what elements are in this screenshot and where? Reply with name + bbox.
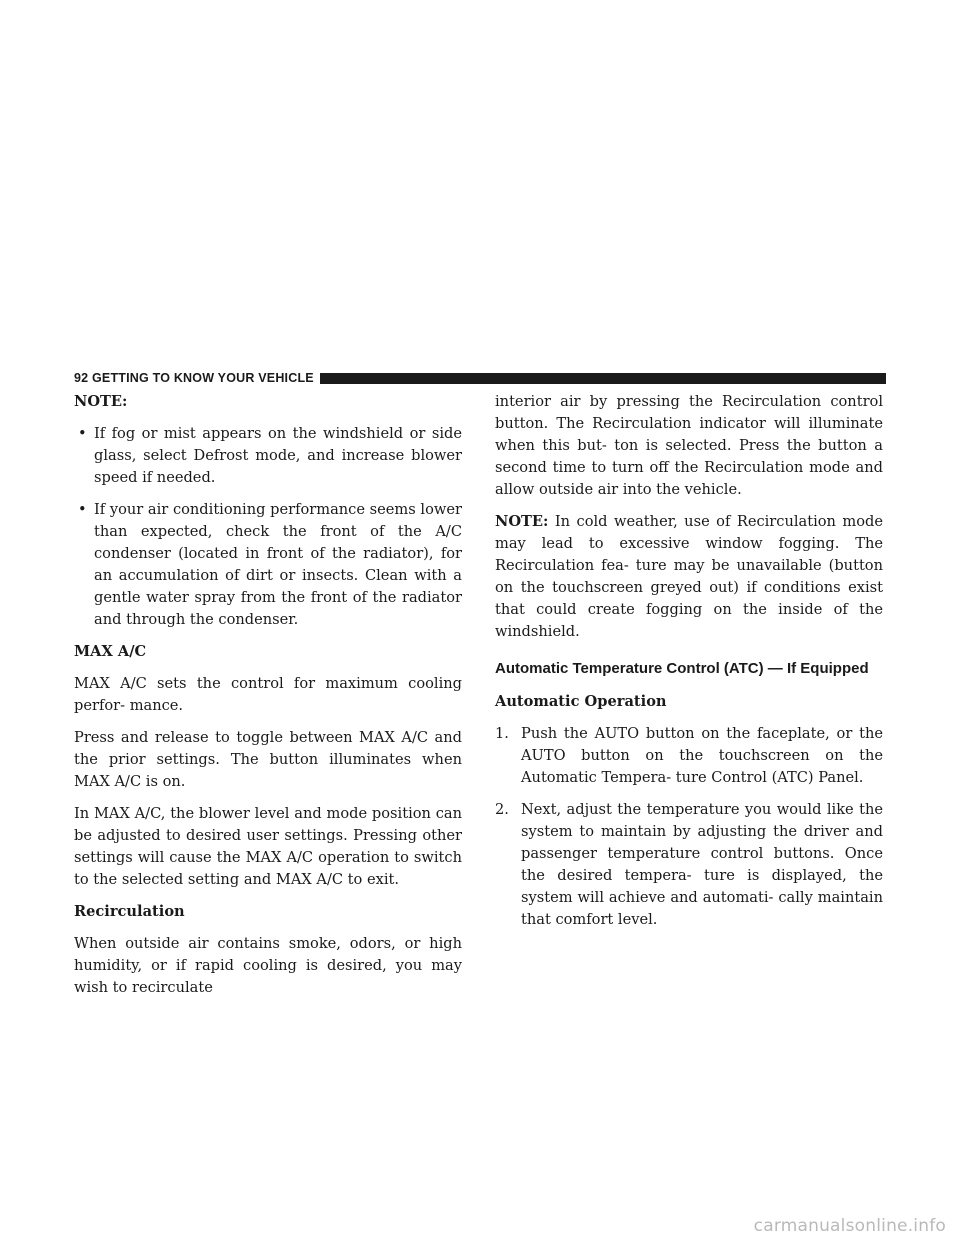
right-column xyxy=(495,391,883,941)
note-label: NOTE: xyxy=(495,513,549,530)
note-label: NOTE: xyxy=(74,393,128,410)
step-text: Next, adjust the temperature you would like the system to maintain by adjusting the driver and passenger temperature control buttons. Once the desired tempera- ture is displayed, the system will achieve and automati- cally maintain that comfort level. xyxy=(521,801,883,928)
left-column xyxy=(74,391,462,1009)
bullet-item xyxy=(74,499,462,631)
recirculation-continued-paragraph: interior air by pressing the Recirculation control button. The Recirculation indicator will illuminate when this but- ton is selected. Press the button a second time to turn off the Recirculation mode and allow outside air into the vehicle. xyxy=(495,393,883,498)
numbered-step xyxy=(495,723,883,789)
bullet-text: If your air conditioning performance seems lower than expected, check the front of the A/C condenser (located in front of the radiator), for an accumulation of dirt or insects. Clean with a gentle water spray from the front of the radiator and through the condenser. xyxy=(94,501,462,628)
page-number: 92 xyxy=(74,371,89,385)
step-text: Push the AUTO button on the faceplate, or the AUTO button on the touchscreen on the Automatic Tempera- ture Control (ATC) Panel. xyxy=(521,725,883,786)
recirculation-heading: Recirculation xyxy=(74,903,185,920)
atc-heading: Automatic Temperature Control (ATC) — If Equipped xyxy=(495,660,869,677)
max-ac-paragraph: Press and release to toggle between MAX A/C and the prior settings. The button illuminates when MAX A/C is on. xyxy=(74,729,462,790)
numbered-step xyxy=(495,799,883,931)
page-header-text xyxy=(74,370,314,386)
recirculation-paragraph: When outside air contains smoke, odors, or high humidity, or if rapid cooling is desired, you may wish to recirculate xyxy=(74,935,462,996)
automatic-operation-heading: Automatic Operation xyxy=(495,693,667,710)
max-ac-paragraph: MAX A/C sets the control for maximum cooling perfor- mance. xyxy=(74,675,462,714)
step-number: 2. xyxy=(495,801,509,818)
watermark: carmanualsonline.info xyxy=(753,1216,946,1236)
note-text: In cold weather, use of Recirculation mode may lead to excessive window fogging. The Recirculation fea- ture may be unavailable (button on the touchscreen greyed out) if conditions exist that could create fogging on the inside of the windshield. xyxy=(495,513,883,640)
recirculation-note xyxy=(495,511,883,643)
page-header xyxy=(74,370,886,386)
bullet-text: If fog or mist appears on the windshield or side glass, select Defrost mode, and increase blower speed if needed. xyxy=(94,425,462,486)
bullet-icon: • xyxy=(78,501,87,518)
max-ac-heading: MAX A/C xyxy=(74,643,147,660)
section-title: GETTING TO KNOW YOUR VEHICLE xyxy=(92,371,314,385)
header-rule xyxy=(320,373,886,384)
step-number: 1. xyxy=(495,725,509,742)
bullet-icon: • xyxy=(78,425,87,442)
max-ac-paragraph: In MAX A/C, the blower level and mode position can be adjusted to desired user settings. Pressing other settings will cause the MAX A/C operation to switch to the selected setting and MAX A/C to exit. xyxy=(74,805,462,888)
bullet-item xyxy=(74,423,462,489)
